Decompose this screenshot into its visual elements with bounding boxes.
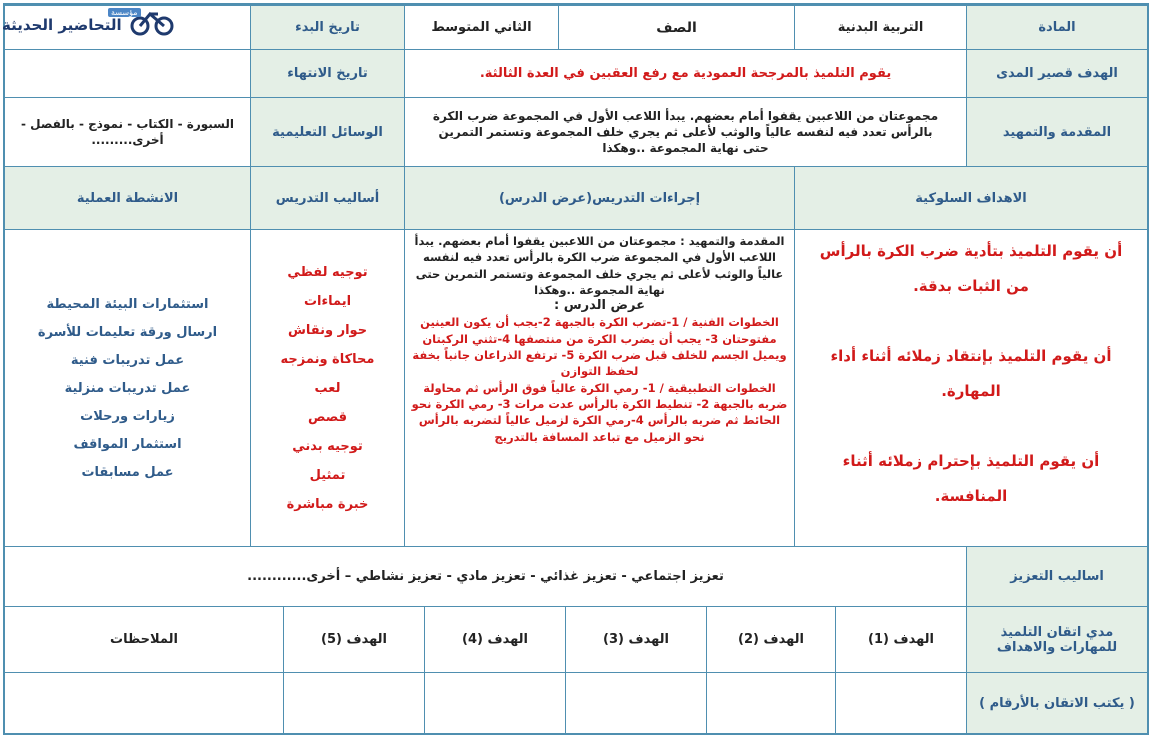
subject-value: التربية البدنية	[794, 5, 967, 50]
goal-2-header: الهدف (2)	[706, 606, 836, 673]
goal-3-score[interactable]	[565, 672, 707, 734]
objective-line: من الثبات بدقة.	[913, 277, 1029, 295]
method-item: توجيه لفظي	[287, 264, 368, 280]
goal-3-header: الهدف (3)	[565, 606, 707, 673]
grade-value: الثاني المتوسط	[404, 5, 559, 50]
goal-1-header: الهدف (1)	[835, 606, 967, 673]
objective-line: أن يقوم التلميذ بإحترام زملائه أثناء	[842, 452, 1100, 470]
grade-label: الصف	[558, 5, 795, 50]
intro-label: المقدمة والتمهيد	[966, 97, 1148, 167]
method-item: قصص	[307, 409, 348, 425]
objective-line: المنافسة.	[934, 487, 1008, 505]
activity-item: عمل تدريبات منزلية	[64, 380, 191, 396]
goal-5-header: الهدف (5)	[283, 606, 425, 673]
methods-list	[250, 229, 405, 547]
activity-item: عمل تدريبات فنية	[70, 352, 185, 368]
method-item: ايماءات	[303, 293, 352, 309]
lesson-title: عرض الدرس :	[554, 298, 645, 314]
reinforcement-label: اساليب التعزيز	[966, 546, 1148, 607]
activity-item: عمل مسابقات	[81, 464, 174, 480]
objective-line: المهارة.	[941, 382, 1001, 400]
activities-list	[4, 229, 251, 547]
applied-steps: الخطوات التطبيقية / 1- رمي الكرة عالياً فوق الرأس ثم محاولة ضربه بالجبهة 2- تنطيط الكرة بالرأس عدت مرات 3- رمي الكرة نحو الحائط ثم ضربه بالرأس 4-رمي الكرة لزميل عالياً لتضربه بالرأس نحو الزميل مع تباعد المسافة بالتدريج	[411, 380, 788, 444]
reinforcement-value: تعزيز اجتماعي - تعزيز غذائي - تعزيز مادي - تعزيز نشاطي – أخرى............	[4, 546, 967, 607]
teaching-aids-label: الوسائل التعليمية	[250, 97, 405, 167]
method-item: لعب	[314, 380, 341, 396]
mastery-hint: ( يكتب الاتقان بالأرقام )	[966, 672, 1148, 734]
method-item: تمثيل	[309, 467, 346, 483]
goal-4-header: الهدف (4)	[424, 606, 566, 673]
objective-line	[968, 304, 973, 339]
logo-name: التحاضير الحديثة	[2, 16, 122, 34]
behavioral-objectives-list	[794, 229, 1148, 547]
goal-4-score[interactable]	[424, 672, 566, 734]
end-date-label: تاريخ الانتهاء	[250, 49, 405, 98]
method-item: محاكاة ونمزجه	[280, 351, 375, 367]
logo	[0, 6, 178, 40]
logo-badge: مؤسسة	[108, 8, 141, 17]
method-item: توجيه بدني	[292, 438, 363, 454]
behavioral-objectives-header: الاهداف السلوكية	[794, 166, 1148, 230]
objective-line: أن يقوم التلميذ بإنتقاد زملائه أثناء أداء	[830, 347, 1112, 365]
procedures-header: إجراءات التدريس(عرض الدرس)	[404, 166, 795, 230]
objective-line	[968, 409, 973, 444]
activity-item: استثمار المواقف	[73, 436, 182, 452]
activity-item: استثمارات البيئة المحيطة	[46, 296, 209, 312]
technical-steps: الخطوات الفنية / 1-تضرب الكرة بالجبهة 2-يجب أن يكون العينين مفتوحتان 3- يجب أن يضرب الكرة من منتصفها 4-تثني الركبتان ويميل الجسم للخلف قبل ضرب الكرة 5- ترتفع الذراعان جانباً بخفة لحفظ التوازن	[412, 315, 787, 379]
method-item: حوار ونقاش	[287, 322, 368, 338]
intro-value: مجموعتان من اللاعبين يقفوا أمام بعضهم. يبدأ اللاعب الأول في المجموعة ضرب الكرة بالرأس تعدد فيه لنفسه عالياً والوثب لأعلى ثم يجري خلف المجموعة وتستمر التمرين حتى نهاية المجموعة ..وهكذا	[404, 97, 967, 167]
teaching-aids-value: السبورة - الكتاب - نموذج - بالفصل - أخرى.........	[4, 97, 251, 167]
subject-label: المادة	[966, 5, 1148, 50]
activity-item: زيارات ورحلات	[80, 408, 175, 424]
intro-title: المقدمة والتمهيد :	[680, 234, 785, 248]
intro-text: مجموعتان من اللاعبين يقفوا أمام بعضهم. يبدأ اللاعب الأول في المجموعة ضرب الكرة بالرأس تعدد فيه لنفسه عالياً والوثب لأعلى ثم يجري خلف المجموعة وتستمر التمرين حتى نهاية المجموعة ..وهكذا	[414, 234, 784, 297]
goal-1-score[interactable]	[835, 672, 967, 734]
short-objective-value: يقوم التلميذ بالمرجحة العمودية مع رفع العقبين في العدة الثالثة.	[404, 49, 967, 98]
goal-5-score[interactable]	[283, 672, 425, 734]
notes-header: الملاحظات	[4, 606, 284, 673]
method-item: خبرة مباشرة	[286, 496, 369, 512]
notes-value[interactable]	[4, 672, 284, 734]
start-date-label: تاريخ البدء	[250, 5, 405, 50]
activity-item: ارسال ورقة تعليمات للأسرة	[37, 324, 218, 340]
methods-header: أساليب التدريس	[250, 166, 405, 230]
goal-2-score[interactable]	[706, 672, 836, 734]
procedures-content	[404, 229, 795, 547]
end-date-value[interactable]	[4, 49, 251, 98]
activities-header: الانشطة العملية	[4, 166, 251, 230]
mastery-label: مدي اتقان التلميذ للمهارات والاهداف	[966, 606, 1148, 673]
objective-line: أن يقوم التلميذ بتأدية ضرب الكرة بالرأس	[819, 242, 1123, 260]
short-objective-label: الهدف قصير المدى	[966, 49, 1148, 98]
